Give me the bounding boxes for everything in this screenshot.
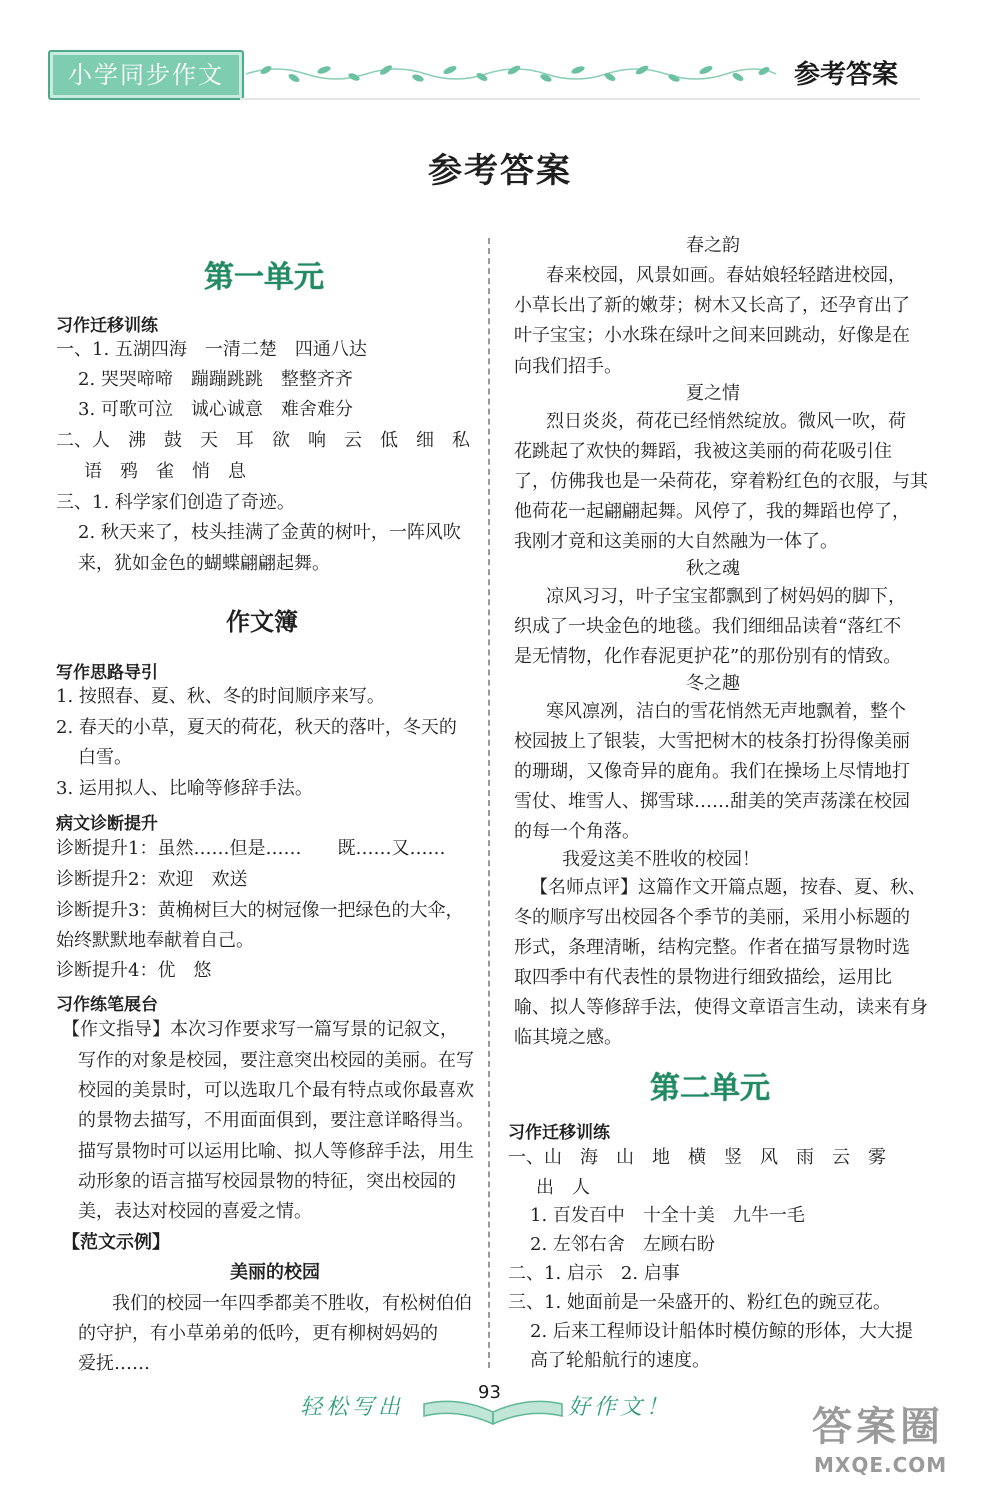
- teacher-review-line: 取四季中有代表性的景物进行细致描绘，运用比: [514, 967, 892, 988]
- essay-line: 小草长出了新的嫩芽；树木又长高了，还孕育出了: [514, 295, 910, 316]
- footer-slogan-right: 好作文！: [568, 1395, 673, 1420]
- sample-essay-title: 美丽的校园: [230, 1262, 320, 1283]
- answer-line: 2. 春天的小草，夏天的荷花，秋天的落叶，冬天的: [56, 717, 457, 738]
- answer-line: 2. 哭哭啼啼 蹦蹦跳跳 整整齐齐: [78, 369, 353, 390]
- essay-line: 烈日炎炎，荷花已经悄然绽放。微风一吹，荷: [546, 411, 906, 432]
- essay-line: 向我们招手。: [514, 356, 622, 377]
- unit-two-title: 第二单元: [650, 1071, 770, 1106]
- answer-line: 2. 左邻右舍 左顾右盼: [530, 1234, 715, 1255]
- section-label-transfer-training-2: 习作迁移训练: [508, 1123, 610, 1143]
- essay-closing: 我爱这美不胜收的校园！: [562, 849, 760, 870]
- essay-line: 凉风习习，叶子宝宝都飘到了树妈妈的脚下，: [546, 586, 906, 607]
- essay-line: 寒风凛冽，洁白的雪花悄然无声地飘着，整个: [546, 701, 906, 722]
- unit-one-title: 第一单元: [204, 260, 324, 295]
- subheading-winter: 冬之趣: [686, 673, 740, 694]
- guidance-line: 的景物去描写，不用面面俱到，要注意详略得当。: [78, 1110, 474, 1131]
- answer-line: 2. 秋天来了，枝头挂满了金黄的树叶，一阵风吹: [78, 522, 461, 543]
- site-watermark: [812, 1395, 982, 1487]
- subheading-autumn: 秋之魂: [686, 558, 740, 579]
- essay-line: 织成了一块金色的地毯。我们细细品读着“落红不: [514, 616, 902, 637]
- answer-line: 二、人 沸 鼓 天 耳 欲 响 云 低 细 私: [56, 430, 470, 451]
- essay-line: 的守护，有小草弟弟的低吟，更有柳树妈妈的: [78, 1323, 438, 1344]
- essay-line: 的每一个角落。: [514, 821, 640, 842]
- answer-line: 诊断提升4：优 悠: [56, 960, 212, 981]
- guidance-line: 动形象的语言描写校园景物的特征，突出校园的: [78, 1171, 456, 1192]
- answer-line: 二、1. 启示 2. 启事: [508, 1263, 680, 1284]
- answer-line: 三、1. 她面前是一朵盛开的、粉红色的豌豆花。: [508, 1292, 891, 1313]
- answer-line: 诊断提升3：黄桷树巨大的树冠像一把绿色的大伞，: [56, 900, 464, 921]
- answer-line: 一、1. 五湖四海 一清二楚 四通八达: [56, 339, 367, 360]
- essay-line: 我刚才竟和这美丽的大自然融为一体了。: [514, 531, 838, 552]
- open-book-icon: [418, 1394, 568, 1428]
- header-title: 参考答案: [794, 60, 899, 90]
- teacher-review-line: 【名师点评】这篇作文开篇点题，按春、夏、秋、: [530, 877, 926, 898]
- guidance-line: 美，表达对校园的喜爱之情。: [78, 1201, 312, 1222]
- guidance-line: 校园的美景时，可以选取几个最有特点或你最喜欢: [78, 1080, 474, 1101]
- answer-line: 来，犹如金色的蝴蝶翩翩起舞。: [78, 553, 330, 574]
- sample-essay-label: 【范文示例】: [62, 1232, 170, 1253]
- guidance-line: 写作的对象是校园，要注意突出校园的美丽。在写: [78, 1050, 474, 1071]
- essay-line: 春来校园，风景如画。春姑娘轻轻踏进校园，: [546, 265, 906, 286]
- answer-line: 语 鸦 雀 悄 息: [84, 461, 246, 482]
- answer-line: 3. 可歌可泣 诚心诚意 难舍难分: [78, 399, 353, 420]
- page-number: 93: [478, 1382, 501, 1403]
- essay-line: 校园披上了银装，大雪把树木的枝条打扮得像美丽: [514, 731, 910, 752]
- essay-line: 了，仿佛我也是一朵荷花，穿着粉红色的衣服，与其: [514, 471, 928, 492]
- section-label-transfer-training: 习作迁移训练: [56, 316, 158, 336]
- footer-slogan-left: 轻松写出: [300, 1395, 405, 1420]
- answer-line: 三、1. 科学家们创造了奇迹。: [56, 492, 295, 513]
- teacher-review-line: 形式，条理清晰，结构完整。作者在描写景物时选: [514, 937, 910, 958]
- teacher-review-line: 冬的顺序写出校园各个季节的美丽，采用小标题的: [514, 907, 910, 928]
- answer-line: 2. 后来工程师设计船体时模仿鲸的形体，大大提: [530, 1321, 913, 1342]
- subheading-spring: 春之韵: [686, 235, 740, 256]
- guidance-line: 【作文指导】本次习作要求写一篇写景的记叙文，: [62, 1019, 458, 1040]
- section-label-writing-guide: 写作思路导引: [56, 663, 158, 683]
- section-label-diagnosis: 病文诊断提升: [56, 814, 158, 834]
- answer-line: 始终默默地奉献着自己。: [56, 930, 254, 951]
- answer-line: 1. 按照春、夏、秋、冬的时间顺序来写。: [56, 686, 385, 707]
- page-header: [0, 0, 1000, 110]
- answer-line: 1. 百发百中 十全十美 九牛一毛: [530, 1205, 805, 1226]
- book-series-badge: 小学同步作文: [48, 50, 244, 100]
- watermark-domain: MXQE.COM: [814, 1453, 948, 1477]
- section-label-practice: 习作练笔展台: [56, 995, 158, 1015]
- answer-line: 诊断提升1：虽然……但是…… 既……又……: [56, 838, 446, 859]
- essay-line: 的珊瑚，又像奇异的鹿角。我们在操场上尽情地打: [514, 761, 910, 782]
- teacher-review-line: 临其境之感。: [514, 1027, 622, 1048]
- column-divider: [488, 238, 490, 1368]
- guidance-line: 描写景物时可以运用比喻、拟人等修辞手法，用生: [78, 1141, 474, 1162]
- essay-line: 雪仗、堆雪人、掷雪球……甜美的笑声荡漾在校园: [514, 791, 910, 812]
- subheading-summer: 夏之情: [686, 383, 740, 404]
- watermark-logo-text: 答案圈: [812, 1404, 944, 1450]
- answer-line: 诊断提升2：欢迎 欢送: [56, 869, 248, 890]
- answer-line: 高了轮船航行的速度。: [530, 1350, 710, 1371]
- leaf-vine-decoration-icon: [246, 60, 776, 88]
- essay-line: 花跳起了欢快的舞蹈，我被这美丽的荷花吸引住: [514, 441, 892, 462]
- essay-line: 叶子宝宝；小水珠在绿叶之间来回跳动，好像是在: [514, 325, 910, 346]
- teacher-review-line: 喻、拟人等修辞手法，使得文章语言生动，读来有身: [514, 997, 928, 1018]
- composition-book-title: 作文簿: [226, 607, 298, 636]
- essay-line: 他荷花一起翩翩起舞。风停了，我的舞蹈也停了，: [514, 501, 910, 522]
- essay-line: 爱抚……: [78, 1353, 150, 1374]
- answer-line: 出 人: [536, 1177, 590, 1198]
- answer-line: 白雪。: [78, 747, 132, 768]
- answer-line: 一、山 海 山 地 横 竖 风 雨 云 雾: [508, 1147, 886, 1168]
- essay-line: 我们的校园一年四季都美不胜收，有松树伯伯: [112, 1293, 472, 1314]
- answer-line: 3. 运用拟人、比喻等修辞手法。: [56, 778, 313, 799]
- header-divider: [240, 98, 920, 100]
- essay-line: 是无情物，化作春泥更护花”的那份别有的情致。: [514, 646, 902, 667]
- page-title: 参考答案: [428, 151, 572, 191]
